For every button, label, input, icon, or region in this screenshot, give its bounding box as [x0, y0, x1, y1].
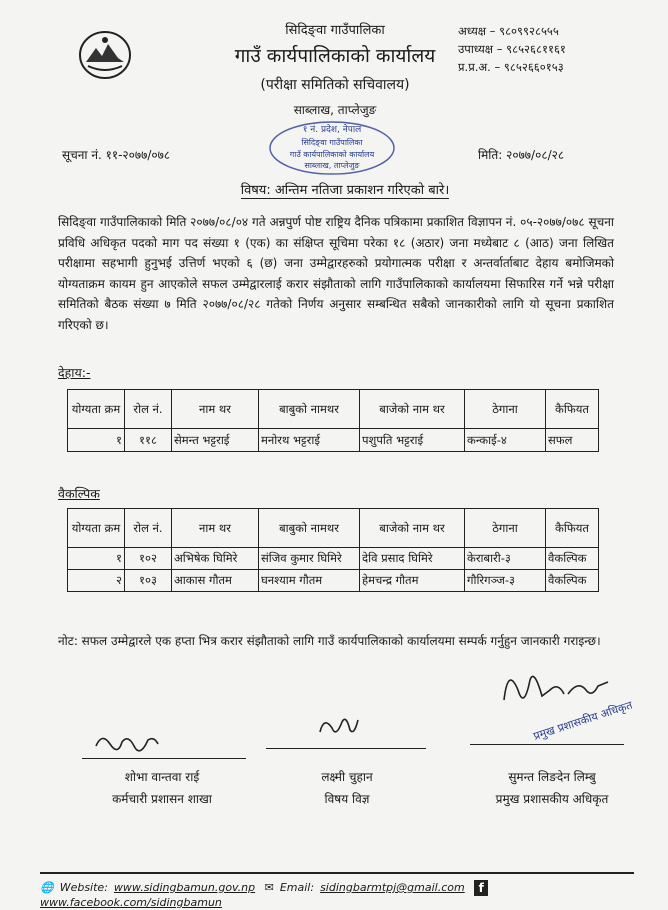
cell-roll: १०२ — [125, 548, 172, 570]
cell-roll: १०३ — [125, 570, 172, 592]
cell-rank: १ — [68, 548, 125, 570]
table-header-row — [68, 509, 599, 548]
col-father: बाबुको नामथर — [259, 390, 360, 429]
col-roll: रोल नं. — [125, 390, 172, 429]
cell-rank: १ — [68, 429, 125, 452]
notice-number: सूचना नं. ११-२०७७/०७८ — [62, 148, 171, 162]
subject-line — [150, 180, 540, 198]
contact-cao: प्र.प्र.अ. – ९८५२६६०१५३ — [458, 60, 564, 74]
table-row — [68, 548, 599, 570]
col-roll: रोल नं. — [125, 509, 172, 548]
cell-address: केराबारी-३ — [465, 548, 546, 570]
section-label-alternate: वैकल्पिक — [58, 486, 100, 501]
body-paragraph: सिदिङ्वा गाउँपालिकाको मिति २०७७/०८/०४ गते अन्नपुर्ण पोष्ट राष्ट्रिय दैनिक पत्रिकामा प्रकाशित विज्ञापन नं. ०५-२०७७/०७८ सूचना प्रविधि अधिकृत पदको माग पद संख्या १ (एक) का संक्षिप्त सूचिमा परेका १८ (अठार) जना मध्येबाट ८ (आठ) जना लिखित परीक्षामा सहभागी हुनुभई उत्तिर्ण भएको ६ (छ) जना उम्मेद्वारहरुको प्रयोगात्मक परीक्षा र अन्तर्वार्ताबाट देहाय बमोजिमको योग्यताक्रम कायम हुन आएकोले सफल उम्मेद्वारलाई करार संझौताको लागि गाउँपालिकाको कार्यालयमा सिफारिस गर्ने भन्ने परीक्षा समितिको बैठक संख्या ७ मिति २०७७/०८/२८ गतेको निर्णय अनुसार सम्बन्धित सबैको जानकारीको लागि यो सूचना प्रकाशित गरिएको छ। — [58, 215, 614, 332]
email-label: Email: — [279, 881, 315, 894]
cell-father: मनोरथ भट्टराई — [259, 429, 360, 452]
cell-father: घनश्याम गौतम — [259, 570, 360, 592]
signature-line-2 — [266, 748, 426, 749]
cao-seal — [514, 690, 654, 750]
signatory-3 — [462, 766, 642, 810]
cell-address: गौरिगञ्ज-३ — [465, 570, 546, 592]
col-rank: योग्यता क्रम — [68, 509, 125, 548]
cell-name: सेमन्त भट्टराई — [172, 429, 259, 452]
website-label: Website: — [59, 881, 108, 894]
signature-line-1 — [82, 758, 246, 759]
facebook-link[interactable]: www.facebook.com/sidingbamun — [40, 896, 222, 909]
stamp-line-1: १ नं. प्रदेश, नेपाल — [302, 125, 362, 135]
table-row — [68, 429, 599, 452]
signatory-1 — [72, 766, 252, 810]
cell-roll: ११८ — [125, 429, 172, 452]
cell-remarks: सफल — [546, 429, 599, 452]
notice-date: मिति: २०७७/०८/२८ — [478, 148, 565, 162]
signature-2 — [316, 710, 362, 744]
stamp-line-2: सिदिङ्वा गाउँपालिका — [301, 138, 363, 147]
municipality-name: सिदिङ्वा गाउँपालिका — [285, 23, 385, 38]
contact-vice-chair: उपाध्यक्ष – ९८५२६८११६१ — [458, 42, 566, 56]
col-grandfather: बाजेको नाम थर — [360, 390, 465, 429]
signatory-title: प्रमुख प्रशासकीय अधिकृत — [495, 792, 609, 806]
col-name: नाम थर — [172, 509, 259, 548]
col-remarks: कैफियत — [546, 390, 599, 429]
footer-rule — [40, 872, 634, 874]
government-emblem-icon — [78, 30, 132, 80]
cell-grandfather: देवि प्रसाद घिमिरे — [360, 548, 465, 570]
signature-line-3 — [470, 744, 624, 745]
cell-name: अभिषेक घिमिरे — [172, 548, 259, 570]
footer — [40, 880, 640, 909]
signatory-name: सुमन्त लिङदेन लिम्बु — [508, 770, 596, 784]
office-address: साब्लाख, ताप्लेजुङ — [293, 103, 377, 117]
col-remarks: कैफियत — [546, 509, 599, 548]
cell-grandfather: पशुपति भट्टराई — [360, 429, 465, 452]
col-grandfather: बाजेको नाम थर — [360, 509, 465, 548]
cell-address: कन्काई-४ — [465, 429, 546, 452]
stamp-line-4: साब्लाख, ताप्लेजुङ — [304, 161, 360, 170]
office-name: गाउँ कार्यपालिकाको कार्यालय — [234, 45, 436, 67]
cell-father: संजिव कुमार घिमिरे — [259, 548, 360, 570]
cell-remarks: वैकल्पिक — [546, 570, 599, 592]
col-father: बाबुको नामथर — [259, 509, 360, 548]
mail-icon: ✉ — [264, 881, 274, 894]
seal-text: प्रमुख प्रशासकीय अधिकृत — [531, 698, 635, 743]
contact-chair: अध्यक्ष – ९८०९९२८५५५ — [458, 24, 559, 38]
col-rank: योग्यता क्रम — [68, 390, 125, 429]
signatory-2 — [272, 766, 422, 810]
secretariat-name: (परीक्षा समितिको सचिवालय) — [260, 77, 410, 93]
email-link[interactable]: sidingbarmtpj@gmail.com — [320, 881, 465, 894]
col-address: ठेगाना — [465, 509, 546, 548]
results-table-selected — [67, 389, 599, 452]
col-name: नाम थर — [172, 390, 259, 429]
signatory-title: कर्मचारी प्रशासन शाखा — [112, 792, 212, 806]
cell-rank: २ — [68, 570, 125, 592]
stamp-line-3: गाउँ कार्यपालिकाको कार्यालय — [289, 150, 375, 159]
cell-grandfather: हेमचन्द्र गौतम — [360, 570, 465, 592]
globe-icon: 🌐 — [40, 881, 54, 894]
note-paragraph: नोट: सफल उम्मेद्वारले एक हप्ता भित्र करार संझौताको लागि गाउँ कार्यपालिकाको कार्यालयमा सम्पर्क गर्नुहुन जानकारी गराइन्छ। — [58, 634, 601, 648]
table-header-row — [68, 390, 599, 429]
contact-list — [458, 22, 566, 76]
signatory-name: लक्ष्मी चुहान — [321, 770, 373, 784]
cell-remarks: वैकल्पिक — [546, 548, 599, 570]
col-address: ठेगाना — [465, 390, 546, 429]
cell-name: आकास गौतम — [172, 570, 259, 592]
signatory-title: विषय विज्ञ — [324, 792, 370, 806]
table-row — [68, 570, 599, 592]
signature-1 — [92, 728, 162, 758]
website-link[interactable]: www.sidingbamun.gov.np — [113, 881, 256, 894]
facebook-icon: f — [474, 880, 488, 896]
results-table-alternate — [67, 508, 599, 592]
section-label-selected: देहाय:- — [58, 365, 91, 380]
office-stamp — [262, 116, 398, 176]
subject-text: विषय: अन्तिम नतिजा प्रकाशन गरिएको बारे। — [240, 183, 450, 198]
signatory-name: शोभा वान्तवा राई — [124, 770, 200, 784]
